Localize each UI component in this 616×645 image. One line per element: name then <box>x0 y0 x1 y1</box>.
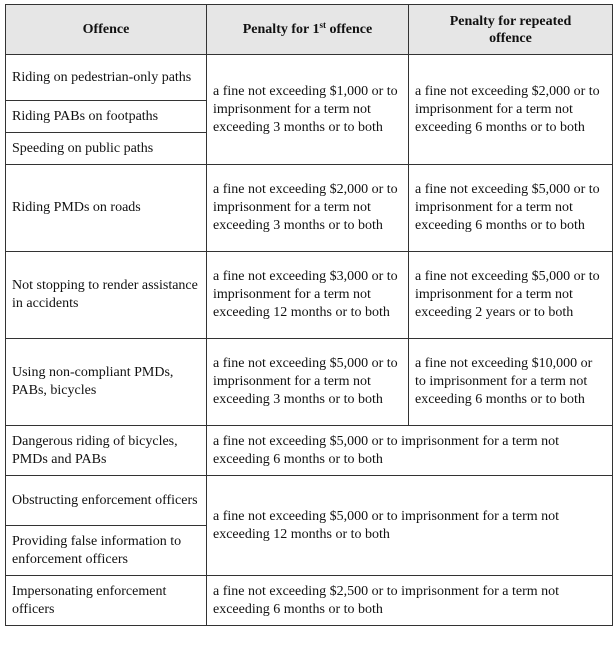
first-offence-penalty: a fine not exceeding $1,000 or to imprisonment for a term not exceeding 3 months or to both <box>207 55 409 165</box>
table-row <box>6 165 613 252</box>
offence-cell: Dangerous riding of bicycles, PMDs and PABs <box>6 426 207 476</box>
penalty-cell: a fine not exceeding $2,500 or to imprisonment for a term not exceeding 6 months or to both <box>207 576 613 626</box>
offence-cell: Impersonating enforcement officers <box>6 576 207 626</box>
repeated-offence-penalty: a fine not exceeding $10,000 or to imprisonment for a term not exceeding 6 months or to both <box>409 339 613 426</box>
penalty-table <box>5 4 613 626</box>
offence-cell: Obstructing enforcement officers <box>6 476 207 526</box>
repeated-offence-penalty: a fine not exceeding $5,000 or to imprisonment for a term not exceeding 2 years or to both <box>409 252 613 339</box>
offence-cell: Riding PABs on footpaths <box>6 101 207 133</box>
offence-cell: Providing false information to enforcement officers <box>6 526 207 576</box>
header-row <box>6 5 613 55</box>
table-row <box>6 252 613 339</box>
offence-cell: Using non-compliant PMDs, PABs, bicycles <box>6 339 207 426</box>
offence-cell: Riding on pedestrian-only paths <box>6 55 207 101</box>
header-repeated-offence: Penalty for repeated offence <box>409 5 613 55</box>
table-row <box>6 476 613 526</box>
first-offence-penalty: a fine not exceeding $5,000 or to imprisonment for a term not exceeding 3 months or to both <box>207 339 409 426</box>
offence-cell: Speeding on public paths <box>6 133 207 165</box>
table-row <box>6 55 613 101</box>
repeated-offence-penalty: a fine not exceeding $5,000 or to imprisonment for a term not exceeding 6 months or to both <box>409 165 613 252</box>
header-offence: Offence <box>6 5 207 55</box>
penalty-cell: a fine not exceeding $5,000 or to imprisonment for a term not exceeding 6 months or to both <box>207 426 613 476</box>
penalty-cell: a fine not exceeding $5,000 or to imprisonment for a term not exceeding 12 months or to both <box>207 476 613 576</box>
table-row <box>6 426 613 476</box>
offence-cell: Not stopping to render assistance in accidents <box>6 252 207 339</box>
repeated-offence-penalty: a fine not exceeding $2,000 or to imprisonment for a term not exceeding 6 months or to both <box>409 55 613 165</box>
header-first-offence: Penalty for 1st offence <box>207 5 409 55</box>
table-row <box>6 576 613 626</box>
offence-cell: Riding PMDs on roads <box>6 165 207 252</box>
first-offence-penalty: a fine not exceeding $3,000 or to imprisonment for a term not exceeding 12 months or to both <box>207 252 409 339</box>
table-row <box>6 339 613 426</box>
first-offence-penalty: a fine not exceeding $2,000 or to imprisonment for a term not exceeding 3 months or to both <box>207 165 409 252</box>
